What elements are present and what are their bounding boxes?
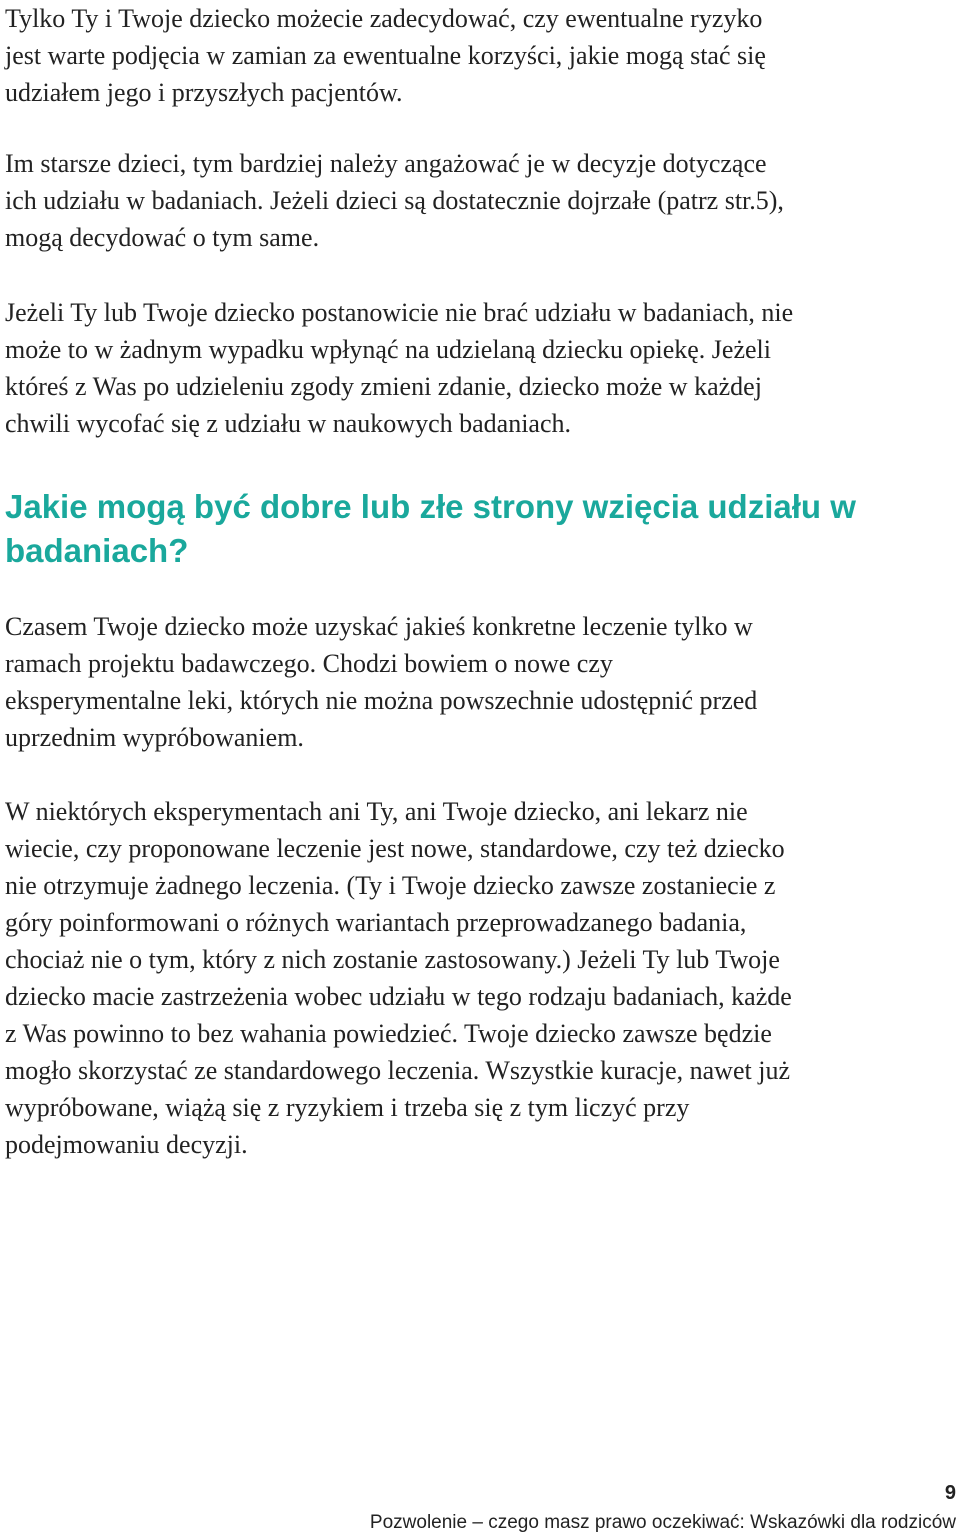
paragraph-decision	[5, 0, 766, 111]
text-line: udziałem jego i przyszłych pacjentów.	[5, 78, 403, 107]
heading-line: badaniach?	[5, 532, 189, 569]
text-line: chociaż nie o tym, który z nich zostanie zastosowany.) Jeżeli Ty lub Twoje	[5, 945, 780, 974]
text-line: chwili wycofać się z udziału w naukowych badaniach.	[5, 409, 572, 438]
text-line: wiecie, czy proponowane leczenie jest nowe, standardowe, czy też dziecko	[5, 834, 785, 863]
text-line: Tylko Ty i Twoje dziecko możecie zadecydować, czy ewentualne ryzyko	[5, 4, 763, 33]
text-line: dziecko macie zastrzeżenia wobec udziału w tego rodzaju badaniach, każde	[5, 982, 792, 1011]
text-line: W niektórych eksperymentach ani Ty, ani Twoje dziecko, ani lekarz nie	[5, 797, 748, 826]
text-line: Czasem Twoje dziecko może uzyskać jakieś konkretne leczenie tylko w	[5, 612, 753, 641]
text-line: podejmowaniu decyzji.	[5, 1130, 248, 1159]
text-line: Im starsze dzieci, tym bardziej należy angażować je w decyzje dotyczące	[5, 149, 767, 178]
text-line: góry poinformowani o różnych wariantach przeprowadzanego badania,	[5, 908, 747, 937]
text-line: któreś z Was po udzieleniu zgody zmieni zdanie, dziecko może w każdej	[5, 372, 762, 401]
text-line: Jeżeli Ty lub Twoje dziecko postanowicie nie brać udziału w badaniach, nie	[5, 298, 794, 327]
paragraph-older-children	[5, 145, 784, 256]
text-line: nie otrzymuje żadnego leczenia. (Ty i Twoje dziecko zawsze zostaniecie z	[5, 871, 776, 900]
page-number: 9	[944, 1482, 956, 1504]
text-line: mogło skorzystać ze standardowego leczenia. Wszystkie kuracje, nawet już	[5, 1056, 790, 1085]
running-footer: Pozwolenie – czego masz prawo oczekiwać: Wskazówki dla rodziców	[369, 1512, 956, 1533]
text-line: ramach projektu badawczego. Chodzi bowiem o nowe czy	[5, 649, 613, 678]
text-line: jest warte podjęcia w zamian za ewentualne korzyści, jakie mogą stać się	[5, 41, 766, 70]
paragraph-treatment	[5, 608, 757, 756]
section-heading	[5, 485, 856, 573]
text-line: eksperymentalne leki, których nie można powszechnie udostępnić przed	[5, 686, 758, 715]
text-line: uprzednim wypróbowaniem.	[5, 723, 304, 752]
heading-line: Jakie mogą być dobre lub złe strony wzięcia udziału w	[5, 488, 856, 525]
paragraph-withdrawal	[5, 294, 793, 442]
text-line: ich udziału w badaniach. Jeżeli dzieci są dostatecznie dojrzałe (patrz str.5),	[5, 186, 784, 215]
text-line: może to w żadnym wypadku wpłynąć na udzielaną dziecku opiekę. Jeżeli	[5, 335, 771, 364]
text-line: wypróbowane, wiążą się z ryzykiem i trzeba się z tym liczyć przy	[5, 1093, 690, 1122]
text-line: z Was powinno to bez wahania powiedzieć. Twoje dziecko zawsze będzie	[5, 1019, 772, 1048]
paragraph-experiments	[5, 793, 792, 1163]
text-line: mogą decydować o tym same.	[5, 223, 320, 252]
